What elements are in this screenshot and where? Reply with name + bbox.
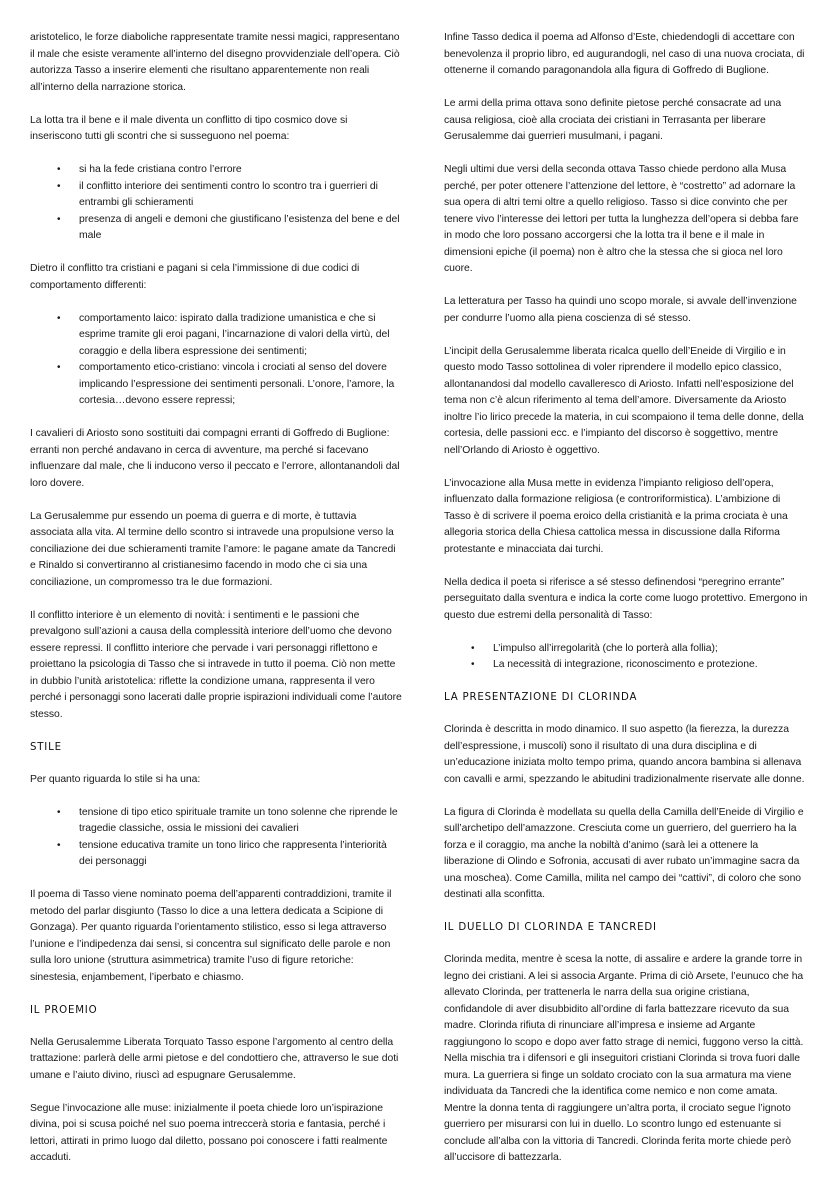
paragraph: Nella dedica il poeta si riferisce a sé stesso definendosi “peregrino errante” perseguitato dalla sventura e indica la corte come luogo protettivo. Emergono in questo due estremi della personalità di Tasso: [444,576,808,621]
section-heading-stile: STILE [30,741,62,753]
paragraph: La Gerusalemme pur essendo un poema di guerra e di morte, è tuttavia associata alla vita. Al termine dello scontro si intravede una propulsione verso la conciliazione dei due schieramenti tramite l’amore: le pagane amate da Tancredi e Rinaldo si convertiranno al cristianesimo facendo in modo che ci sia una conciliazione, un compromesso tra le due formazioni. [30,510,396,588]
paragraph: L’invocazione alla Musa mette in evidenza l’impianto religioso dell’opera, influenzato dalla formazione religiosa (e controriformistica). L’ambizione di Tasso è di scrivere il poema eroico della cristianità e la prima crociata è una allegoria storica della Chiesa cattolica messa in discussione dalla Riforma protestante e minacciata dai turchi. [444,477,788,555]
list-item: • il conflitto interiore dei sentimenti contro lo scontro tra i guerrieri di entrambi gli schieramenti [30,179,402,212]
paragraph: Infine Tasso dedica il poema ad Alfonso d’Este, chiedendogli di accettare con benevolenza il proprio libro, ed augurandogli, nel caso di una nuova crociata, di ottenerne il comando paragonandola alla figura di Goffredo di Buglione. [444,32,805,76]
bullet-list [30,162,402,245]
section-heading-proemio: IL PROEMIO [30,1004,98,1016]
paragraph: Clorinda è descritta in modo dinamico. Il suo aspetto (la fierezza, la durezza dell’espressione, i muscoli) sono il risultato di una dura disciplina e di un’educazione iniziata molto tempo prima, quando ancora bambina si allenava con cavalli e armi, spezzando le abitudini tradizionalmente riservate alle donne. [444,724,805,785]
paragraph: Segue l’invocazione alle muse: inizialmente il poeta chiede loro un’ispirazione divina, poi si scusa poiché nel suo poema intreccerà storia e fantasia, perché i lettori, attirati in primo luogo dal diletto, possano poi conoscere i fatti realmente accaduti. [30,1102,388,1163]
paragraph: L’incipit della Gerusalemme liberata ricalca quello dell’Eneide di Virgilio e in questo modo Tasso sottolinea di voler riprendere il modello epico classico, allontanandosi dal modello cavalleresco di Ariosto. Infatti nell’esposizione del tema non c’è alcun riferimento al tema dell’amore. Diversamente da Ariosto inoltre l’io lirico precede la materia, in cui scompaiono il tema delle donne, della cortesia, delle passioni ecc. e l’impianto del discorso è soggettivo, mentre nell’Orlando di Ariosto è oggettivo. [444,345,804,456]
list-item: • comportamento etico-cristiano: vincola i crociati al senso del dovere implicando l’espressione dei sentimenti personali. L’onore, l’amore, la cortesia…devono essere repressi; [30,360,402,410]
paragraph: La letteratura per Tasso ha quindi uno scopo morale, si avvale dell’invenzione per condurre l’uomo alla piena coscienza di sé stesso. [444,296,797,324]
list-item: • si ha la fede cristiana contro l’errore [30,162,402,179]
list-item: • tensione di tipo etico spirituale tramite un tono solenne che riprende le tragedie classiche, ossia le missioni dei cavalieri [30,805,402,838]
list-item: • L’impulso all’irregolarità (che lo porterà alla follia); [444,641,808,658]
bullet-list [30,805,402,871]
paragraph: Nella Gerusalemme Liberata Torquato Tasso espone l’argomento al centro della trattazione: parlerà delle armi pietose e del condottiero che, attraverso le sue doti umane e l’aiuto divino, riuscì ad espugnare Gerusalemme. [30,1036,399,1081]
paragraph: Clorinda medita, mentre è scesa la notte, di assalire e ardere la grande torre in legno dei cristiani. A lei si associa Argante. Prima di ciò Arsete, l’eunuco che ha allevato Clorinda, per trattenerla le narra della sua origine cristiana, confidandole di aver disubbidito all’ordine di farla battezzare ricevuto da sua madre. Clorinda rifiuta di rinunciare all’impresa e insieme ad Argante raggiungono lo scopo e dopo aver fatto strage di nemici, fuggono verso la città. Nella mischia tra i difensori e gli inseguitori cristiani Clorinda si trova fuori dalle mura. La guerriera si finge un soldato crociato con la sua armatura ma viene individuata da Tancredi che la identifica come nemico e non come amata. Mentre la donna tenta di raggiungere un’altra porta, il crociato segue l’ignoto guerriero per misurarsi con lui in duello. Lo scontro lungo ed estenuante si conclude all’alba con la vittoria di Tancredi. Clorinda ferita morte chiede però all’uccisore di battezzarla. [444,954,804,1163]
left-column [30,30,402,1183]
paragraph: Dietro il conflitto tra cristiani e pagani si cela l’immissione di due codici di comportamento differenti: [30,263,360,291]
bullet-list [444,641,808,674]
paragraph: aristotelico, le forze diaboliche rappresentate tramite nessi magici, rappresentano il male che esiste veramente all’interno del disegno provvidenziale dell’opera. Ciò autorizza Tasso a inserire elementi che risultano apparentemente non reali all’interno della narrazione storica. [30,32,400,93]
paragraph: Negli ultimi due versi della seconda ottava Tasso chiede perdono alla Musa perché, per poter ottenere l’attenzione del lettore, è “costretto” ad adornare la sua opera di altri temi oltre a quello religioso. Tasso si dice convinto che per tenere vivo l’interesse dei lettori per tutta la lunghezza dell’opera si debba fare in modo che loro possano accorgersi che la lotta tra il bene e il male in dimensioni epiche (il poema) non è altro che la stessa che si gioca nel loro cuore. [444,164,799,274]
paragraph: I cavalieri di Ariosto sono sostituiti dai compagni erranti di Goffredo di Buglione: erranti non perché andavano in cerca di avventure, ma perché si facevano influenzare dal male, che li inducono verso il peccato e l’errore, allontanandoli dal loro dovere. [30,428,400,489]
bullet-list [30,311,402,410]
paragraph: La figura di Clorinda è modellata su quella della Camilla dell’Eneide di Virgilio e sull’archetipo dell’amazzone. Cresciuta come un guerriero, del guerriero ha la forza e il coraggio, ma anche la nobiltà d’animo (sarà lei a ottenere la liberazione di Olindo e Sofronia, accusati di aver rubato un’immagine sacra da una moschea). Come Camilla, milita nel campo dei “cattivi”, di coloro che sono destinati alla sconfitta. [444,806,804,900]
paragraph: La lotta tra il bene e il male diventa un conflitto di tipo cosmico dove si inseriscono tutti gli scontri che si susseguono nel poema: [30,114,348,142]
section-heading-duello: IL DUELLO DI CLORINDA E TANCREDI [444,922,657,933]
list-item: • presenza di angeli e demoni che giustificano l’esistenza del bene e del male [30,212,402,245]
paragraph: Il conflitto interiore è un elemento di novità: i sentimenti e le passioni che prevalgono sull’azioni a causa della complessità interiore dell’uomo che devono essere repressi. Il conflitto interiore che pervade i vari personaggi riflettono e proiettano la psicologia di Tasso che si intravede in tutto il poema. Ciò non mette in dubbio l’unità aristotelica: riflette la condizione umana, rappresenta il vero perché i personaggi sono lacerati dalle proprie ispirazioni individuali come l’autore stesso. [30,609,402,720]
list-item: • La necessità di integrazione, riconoscimento e protezione. [444,657,808,674]
paragraph: Il poema di Tasso viene nominato poema dell’apparenti contraddizioni, tramite il metodo del parlar disgiunto (Tasso lo dice a una lettera dedicata a Scipione di Gonzaga). Per quanto riguarda l’orientamento stilistico, esso si lega attraverso l’unione e l’indipedenza dai sensi, si concentra sul significato delle parole e non sulla loro unione (struttura asimmetrica) tramite l’uso di figure retoriche: sinestesia, enjambement, l’iperbato e chiasmo. [30,889,392,983]
list-item: • comportamento laico: ispirato dalla tradizione umanistica e che si esprime tramite gli eroi pagani, l’incarnazione di valori della virtù, del coraggio e della libera espressione dei sentimenti; [30,311,402,361]
section-heading-clorinda: LA PRESENTAZIONE DI CLORINDA [444,692,638,703]
paragraph: Per quanto riguarda lo stile si ha una: [30,773,201,785]
list-item: • tensione educativa tramite un tono lirico che rappresenta l’interiorità dei personaggi [30,838,402,871]
right-column [444,30,808,1183]
paragraph: Le armi della prima ottava sono definite pietose perché consacrate ad una causa religiosa, cioè alla crociata dei cristiani in Terrasanta per liberare Gerusalemme dai guerrieri musulmani, i pagani. [444,98,782,142]
